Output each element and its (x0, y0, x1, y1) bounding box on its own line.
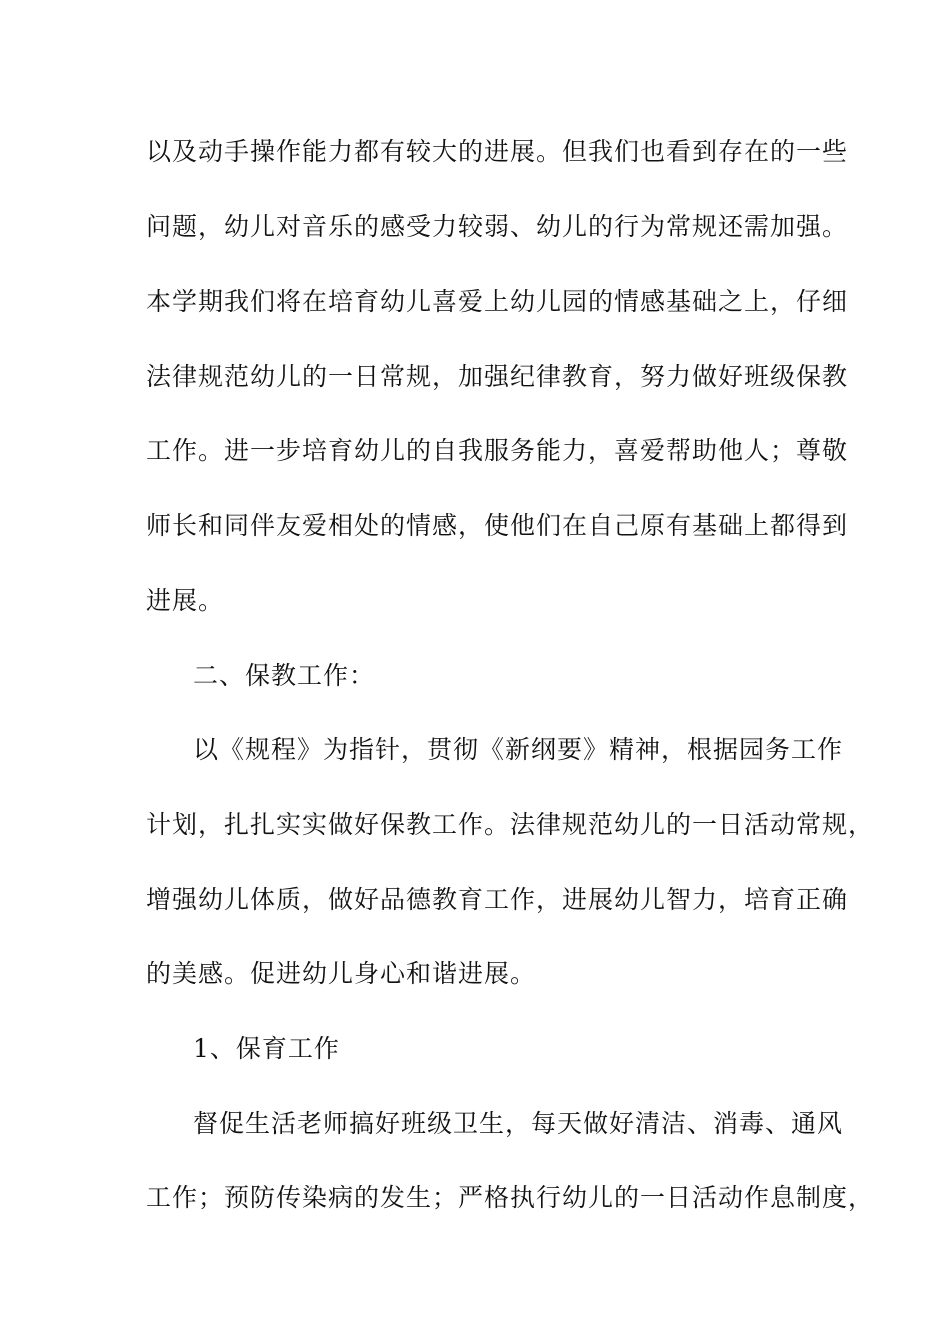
subsection-heading: 1、保育工作 (193, 1034, 340, 1063)
text-line: 的美感。促进幼儿身心和谐进展。 (146, 959, 537, 988)
section-heading: 二、保教工作： (193, 661, 376, 690)
text-line: 法律规范幼儿的一日常规，加强纪律教育，努力做好班级保教 (146, 362, 849, 391)
text-line: 增强幼儿体质，做好品德教育工作，进展幼儿智力，培育正确 (146, 885, 849, 914)
text-line: 本学期我们将在培育幼儿喜爱上幼儿园的情感基础之上，仔细 (146, 287, 849, 316)
paragraph-start-line: 以《规程》为指针，贯彻《新纲要》精神，根据园务工作 (193, 735, 844, 764)
text-line: 进展。 (146, 586, 225, 615)
text-line: 工作。进一步培育幼儿的自我服务能力，喜爱帮助他人；尊敬 (146, 436, 849, 465)
text-line: 问题，幼儿对音乐的感受力较弱、幼儿的行为常规还需加强。 (146, 212, 849, 241)
text-line: 计划，扎扎实实做好保教工作。法律规范幼儿的一日活动常规， (146, 810, 875, 839)
text-line: 以及动手操作能力都有较大的进展。但我们也看到存在的一些 (146, 137, 849, 166)
text-line: 师长和同伴友爱相处的情感，使他们在自己原有基础上都得到 (146, 511, 849, 540)
paragraph-start-line: 督促生活老师搞好班级卫生，每天做好清洁、消毒、通风 (193, 1109, 844, 1138)
text-line: 工作；预防传染病的发生；严格执行幼儿的一日活动作息制度， (146, 1183, 875, 1212)
